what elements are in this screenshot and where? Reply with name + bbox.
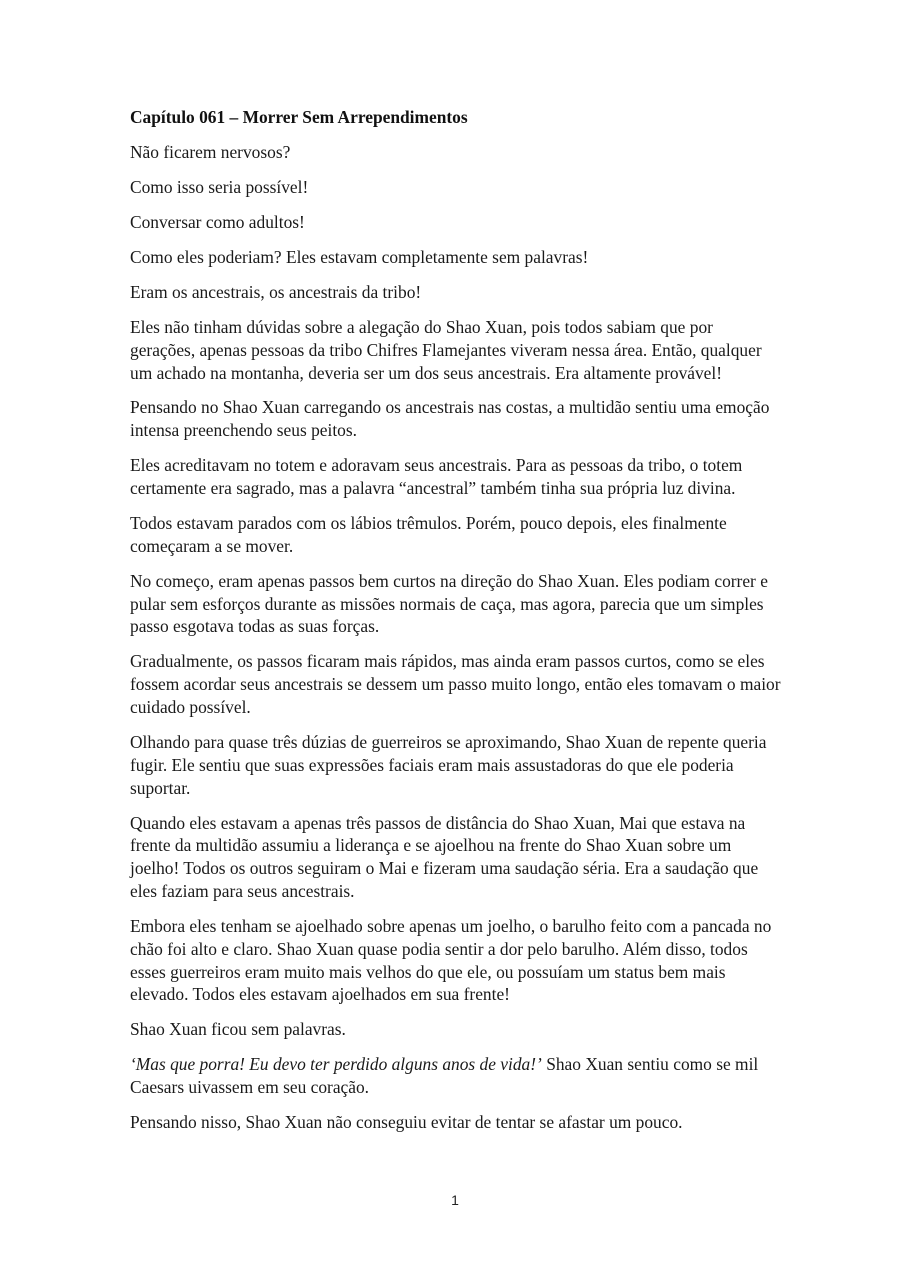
italic-thought-paragraph — [130, 1053, 782, 1099]
paragraph: Pensando no Shao Xuan carregando os ancestrais nas costas, a multidão sentiu uma emoção intensa preenchendo seus peitos. — [130, 397, 770, 441]
paragraph: Quando eles estavam a apenas três passos de distância do Shao Xuan, Mai que estava na frente da multidão assumiu a liderança e se ajoelhou na frente do Shao Xuan sobre um joelho! Todos os outros seguiram o Mai e fizeram uma saudação séria. Era a saudação que eles faziam para seus ancestrais. — [130, 812, 759, 901]
paragraph: Gradualmente, os passos ficaram mais rápidos, mas ainda eram passos curtos, como se eles fossem acordar seus ancestrais se dessem um passo muito longo, então eles tomavam o maior cuidado possível. — [130, 651, 781, 717]
paragraph: No começo, eram apenas passos bem curtos na direção do Shao Xuan. Eles podiam correr e pular sem esforços durante as missões normais de caça, mas agora, parecia que um simples passo esgotava todas as suas forças. — [130, 570, 768, 637]
paragraph: Pensando nisso, Shao Xuan não conseguiu evitar de tentar se afastar um pouco. — [130, 1112, 683, 1133]
paragraph: Embora eles tenham se ajoelhado sobre apenas um joelho, o barulho feito com a pancada no chão foi alto e claro. Shao Xuan quase podia sentir a dor pelo barulho. Além disso, todos esses guerreiros eram muito mais velhos do que ele, ou possuíam um status bem mais elevado. Todos eles estavam ajoelhados em sua frente! — [130, 915, 772, 1005]
paragraph: Como isso seria possível! — [130, 176, 309, 197]
document-body — [130, 106, 782, 1146]
thought-continuation: Shao Xuan sentiu como se mil Caesars uivassem em seu coração. — [130, 1054, 759, 1098]
paragraph: Eles não tinham dúvidas sobre a alegação do Shao Xuan, pois todos sabiam que por gerações, apenas pessoas da tribo Chifres Flamejantes viveram nessa área. Então, qualquer um achado na montanha, deveria ser um dos seus ancestrais. Era altamente provável! — [130, 316, 762, 383]
paragraph: Como eles poderiam? Eles estavam completamente sem palavras! — [130, 246, 589, 267]
paragraph: Todos estavam parados com os lábios trêmulos. Porém, pouco depois, eles finalmente começaram a se mover. — [130, 513, 727, 556]
paragraph: Eles acreditavam no totem e adoravam seus ancestrais. Para as pessoas da tribo, o totem certamente era sagrado, mas a palavra “ancestral” também tinha sua própria luz divina. — [130, 455, 743, 499]
chapter-title: Capítulo 061 – Morrer Sem Arrependimentos — [130, 107, 468, 127]
paragraph: Conversar como adultos! — [130, 211, 305, 232]
paragraph: Eram os ancestrais, os ancestrais da tribo! — [130, 281, 422, 302]
page-number: 1 — [451, 1192, 459, 1208]
paragraph: Shao Xuan ficou sem palavras. — [130, 1019, 346, 1040]
paragraph: Olhando para quase três dúzias de guerreiros se aproximando, Shao Xuan de repente queria fugir. Ele sentiu que suas expressões faciais eram mais assustadoras do que ele poderia suportar. — [130, 731, 767, 798]
paragraph: Não ficarem nervosos? — [130, 141, 291, 162]
italic-thought: ‘Mas que porra! Eu devo ter perdido alguns anos de vida!’ — [130, 1054, 542, 1075]
